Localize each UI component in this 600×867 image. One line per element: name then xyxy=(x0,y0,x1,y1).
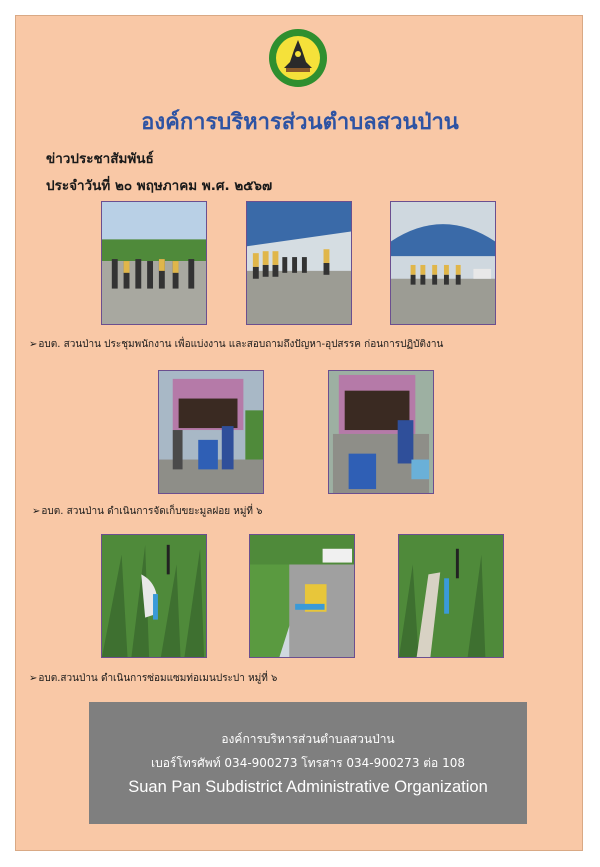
footer-org-name-th: องค์การบริหารส่วนตำบลสวนป่าน xyxy=(221,732,395,746)
caption-staff-meeting: ➢อบต. สวนป่าน ประชุมพนักงาน เพื่อแบ่งงาน และสอบถามถึงปัญหา-อุปสรรค ก่อนการปฏิบัติงาน xyxy=(29,339,444,350)
photo-staff-meeting-1 xyxy=(101,201,207,325)
bullet-arrow-icon: ➢ xyxy=(32,506,41,517)
bullet-arrow-icon: ➢ xyxy=(29,673,38,684)
photo-garbage-collection-2 xyxy=(328,370,434,494)
page-title: องค์การบริหารส่วนตำบลสวนป่าน xyxy=(141,110,459,135)
photo-garbage-collection-1 xyxy=(158,370,264,494)
bullet-arrow-icon: ➢ xyxy=(29,339,38,350)
caption-pipe-repair: ➢อบต.สวนป่าน ดำเนินการซ่อมแซมท่อเมนประปา หมู่ที่ ๖ xyxy=(29,673,278,684)
news-bulletin-page xyxy=(15,15,583,851)
footer-contact-box xyxy=(89,702,527,824)
seal-icon xyxy=(268,28,328,88)
photo-pipe-repair-2 xyxy=(249,534,355,658)
photo-staff-meeting-3 xyxy=(390,201,496,325)
photo-staff-meeting-2 xyxy=(246,201,352,325)
footer-phone-fax: เบอร์โทรศัพท์ 034-900273 โทรสาร 034-900273 ต่อ 108 xyxy=(151,756,465,770)
news-label: ข่าวประชาสัมพันธ์ xyxy=(46,151,154,167)
caption-garbage-collection: ➢อบต. สวนป่าน ดำเนินการจัดเก็บขยะมูลฝอย หมู่ที่ ๖ xyxy=(32,506,263,517)
date-line: ประจำวันที่ ๒๐ พฤษภาคม พ.ศ. ๒๕๖๗ xyxy=(46,178,273,194)
footer-org-name-en: Suan Pan Subdistrict Administrative Organization xyxy=(128,778,488,796)
photo-pipe-repair-1 xyxy=(101,534,207,658)
photo-pipe-repair-3 xyxy=(398,534,504,658)
